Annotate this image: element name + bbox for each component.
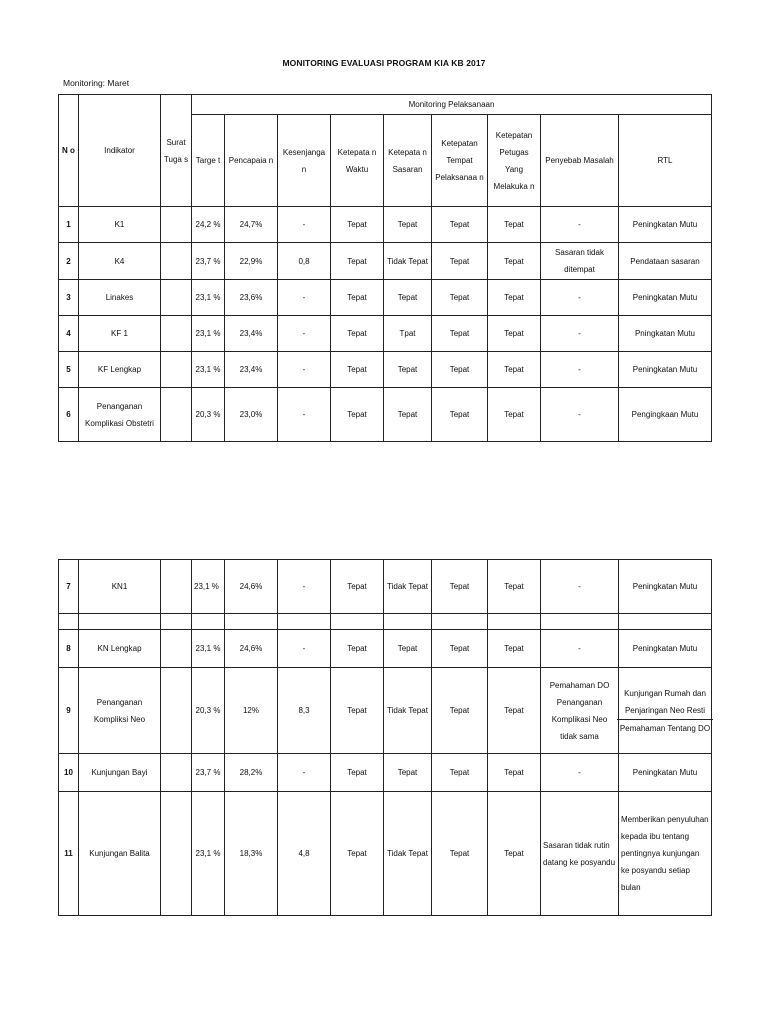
cell-ketepatan-waktu: Tepat	[331, 668, 384, 754]
cell-ketepatan-sasaran: Tepat	[384, 388, 432, 442]
cell-ketepatan-waktu: Tepat	[331, 352, 384, 388]
cell-indikator: Penanganan Kompliksi Neo	[79, 668, 161, 754]
monitoring-period: Monitoring: Maret	[63, 78, 130, 88]
cell-indikator: KN1	[79, 560, 161, 614]
table-row-empty	[59, 614, 712, 630]
cell-penyebab: -	[541, 207, 619, 243]
cell-target: 20,3 %	[192, 388, 225, 442]
cell-surat-tugas	[161, 560, 192, 614]
cell-pencapaian: 23,4%	[225, 352, 278, 388]
header-penyebab-masalah: Penyebab Masalah	[541, 115, 619, 207]
cell-ketepatan-sasaran: Tepat	[384, 280, 432, 316]
cell-pencapaian: 24,6%	[225, 630, 278, 668]
cell-rtl: Peningkatan Mutu	[619, 560, 712, 614]
cell-pencapaian: 22,9%	[225, 243, 278, 280]
cell-no: 7	[59, 560, 79, 614]
cell-target: 23,1 %	[192, 630, 225, 668]
cell-kesenjangan: -	[278, 754, 331, 792]
cell-rtl: Pengingkaan Mutu	[619, 388, 712, 442]
cell-pencapaian: 24,7%	[225, 207, 278, 243]
cell-ketepatan-petugas: Tepat	[488, 388, 541, 442]
header-ketepatan-petugas: Ketepatan Petugas Yang Melakuka n	[488, 115, 541, 207]
cell-target: 23,7 %	[192, 754, 225, 792]
cell-pencapaian: 18,3%	[225, 792, 278, 916]
cell-ketepatan-sasaran: Tepat	[384, 630, 432, 668]
header-kesenjangan: Kesenjanga n	[278, 115, 331, 207]
header-no: N o	[59, 95, 79, 207]
cell-ketepatan-tempat: Tepat	[432, 560, 488, 614]
cell-ketepatan-sasaran: Tepat	[384, 207, 432, 243]
cell-no: 9	[59, 668, 79, 754]
cell-rtl: Memberikan penyuluhan kepada ibu tentang pentingnya kunjungan ke posyandu setiap bulan	[619, 792, 712, 916]
cell-kesenjangan: -	[278, 207, 331, 243]
rtl-item-1: Kunjungan Rumah dan Penjaringan Neo Resti	[624, 688, 706, 715]
header-monitoring-pelaksanaan: Monitoring Pelaksanaan	[192, 95, 712, 115]
header-indikator: Indikator	[79, 95, 161, 207]
table-row	[59, 316, 712, 352]
monitoring-table-1	[58, 94, 712, 442]
header-surat-tugas: Surat Tuga s	[161, 95, 192, 207]
cell-target: 23,7 %	[192, 243, 225, 280]
cell-surat-tugas	[161, 207, 192, 243]
cell-surat-tugas	[161, 280, 192, 316]
cell-rtl: Peningkatan Mutu	[619, 352, 712, 388]
cell-ketepatan-sasaran: Tepat	[384, 754, 432, 792]
cell-surat-tugas	[161, 388, 192, 442]
cell-ketepatan-petugas: Tepat	[488, 754, 541, 792]
cell-ketepatan-tempat: Tepat	[432, 388, 488, 442]
cell-ketepatan-petugas: Tepat	[488, 207, 541, 243]
cell-rtl: Pningkatan Mutu	[619, 316, 712, 352]
table-row	[59, 243, 712, 280]
rtl-item-2: Pemahaman Tentang DO	[617, 719, 713, 737]
cell-indikator: Kunjungan Balita	[79, 792, 161, 916]
cell-kesenjangan: 0,8	[278, 243, 331, 280]
cell-penyebab: -	[541, 316, 619, 352]
cell-penyebab: -	[541, 388, 619, 442]
cell-target: 23,1 %	[192, 280, 225, 316]
cell-penyebab: -	[541, 560, 619, 614]
cell-indikator: Linakes	[79, 280, 161, 316]
cell-ketepatan-waktu: Tepat	[331, 754, 384, 792]
cell-rtl: Peningkatan Mutu	[619, 280, 712, 316]
cell-pencapaian: 23,6%	[225, 280, 278, 316]
cell-kesenjangan: -	[278, 316, 331, 352]
cell-target: 23,1 %	[192, 792, 225, 916]
cell-ketepatan-waktu: Tepat	[331, 792, 384, 916]
cell-kesenjangan: -	[278, 280, 331, 316]
cell-rtl	[619, 668, 712, 754]
cell-ketepatan-sasaran: Tidak Tepat	[384, 792, 432, 916]
cell-no: 6	[59, 388, 79, 442]
cell-surat-tugas	[161, 668, 192, 754]
cell-ketepatan-sasaran: Tidak Tepat	[384, 560, 432, 614]
cell-pencapaian: 28,2%	[225, 754, 278, 792]
cell-no: 4	[59, 316, 79, 352]
cell-pencapaian: 12%	[225, 668, 278, 754]
cell-indikator: KN Lengkap	[79, 630, 161, 668]
cell-ketepatan-tempat: Tepat	[432, 352, 488, 388]
cell-target: 23,1 %	[192, 316, 225, 352]
cell-pencapaian: 23,0%	[225, 388, 278, 442]
cell-kesenjangan: -	[278, 560, 331, 614]
cell-ketepatan-petugas: Tepat	[488, 243, 541, 280]
cell-ketepatan-petugas: Tepat	[488, 280, 541, 316]
cell-indikator: Penanganan Komplikasi Obstetri	[79, 388, 161, 442]
cell-surat-tugas	[161, 316, 192, 352]
cell-ketepatan-sasaran: Tidak Tepat	[384, 243, 432, 280]
cell-ketepatan-waktu: Tepat	[331, 316, 384, 352]
header-rtl: RTL	[619, 115, 712, 207]
cell-surat-tugas	[161, 352, 192, 388]
cell-rtl: Peningkatan Mutu	[619, 630, 712, 668]
cell-ketepatan-petugas: Tepat	[488, 792, 541, 916]
cell-penyebab: -	[541, 280, 619, 316]
cell-no: 3	[59, 280, 79, 316]
cell-no: 8	[59, 630, 79, 668]
cell-ketepatan-tempat: Tepat	[432, 243, 488, 280]
header-pencapaian: Pencapaia n	[225, 115, 278, 207]
header-ketepatan-waktu: Ketepata n Waktu	[331, 115, 384, 207]
cell-kesenjangan: 4,8	[278, 792, 331, 916]
cell-ketepatan-waktu: Tepat	[331, 388, 384, 442]
cell-no: 2	[59, 243, 79, 280]
table-row	[59, 630, 712, 668]
cell-target: 23,1 %	[192, 560, 225, 614]
cell-indikator: KF Lengkap	[79, 352, 161, 388]
table-row	[59, 388, 712, 442]
cell-ketepatan-petugas: Tepat	[488, 316, 541, 352]
cell-ketepatan-tempat: Tepat	[432, 668, 488, 754]
cell-ketepatan-sasaran: Tepat	[384, 352, 432, 388]
table-row	[59, 280, 712, 316]
cell-penyebab: Sasaran tidak ditempat	[541, 243, 619, 280]
cell-indikator: KF 1	[79, 316, 161, 352]
cell-ketepatan-petugas: Tepat	[488, 352, 541, 388]
cell-penyebab: -	[541, 630, 619, 668]
table-row	[59, 207, 712, 243]
table-row	[59, 668, 712, 754]
cell-target: 23,1 %	[192, 352, 225, 388]
cell-ketepatan-waktu: Tepat	[331, 207, 384, 243]
cell-surat-tugas	[161, 754, 192, 792]
cell-ketepatan-sasaran: Tidak Tepat	[384, 668, 432, 754]
cell-no: 10	[59, 754, 79, 792]
cell-kesenjangan: -	[278, 630, 331, 668]
cell-ketepatan-tempat: Tepat	[432, 792, 488, 916]
header-target: Targe t	[192, 115, 225, 207]
cell-kesenjangan: -	[278, 388, 331, 442]
cell-indikator: K1	[79, 207, 161, 243]
cell-ketepatan-tempat: Tepat	[432, 280, 488, 316]
cell-penyebab: Pemahaman DO Penanganan Komplikasi Neo tidak sama	[541, 668, 619, 754]
table-row	[59, 754, 712, 792]
cell-surat-tugas	[161, 792, 192, 916]
cell-no: 1	[59, 207, 79, 243]
cell-rtl: Peningkatan Mutu	[619, 754, 712, 792]
cell-ketepatan-tempat: Tepat	[432, 754, 488, 792]
cell-surat-tugas	[161, 630, 192, 668]
cell-rtl: Peningkatan Mutu	[619, 207, 712, 243]
cell-ketepatan-petugas: Tepat	[488, 668, 541, 754]
cell-no: 5	[59, 352, 79, 388]
table-row	[59, 792, 712, 916]
cell-ketepatan-waktu: Tepat	[331, 630, 384, 668]
cell-ketepatan-tempat: Tepat	[432, 630, 488, 668]
cell-target: 20,3 %	[192, 668, 225, 754]
cell-ketepatan-petugas: Tepat	[488, 630, 541, 668]
cell-penyebab: -	[541, 352, 619, 388]
cell-surat-tugas	[161, 243, 192, 280]
cell-ketepatan-sasaran: Tpat	[384, 316, 432, 352]
cell-ketepatan-tempat: Tepat	[432, 207, 488, 243]
cell-penyebab: Sasaran tidak rutin datang ke posyandu	[541, 792, 619, 916]
header-ketepatan-tempat: Ketepatan Tempat Pelaksanaa n	[432, 115, 488, 207]
cell-target: 24,2 %	[192, 207, 225, 243]
cell-ketepatan-tempat: Tepat	[432, 316, 488, 352]
cell-pencapaian: 24,6%	[225, 560, 278, 614]
document-title: MONITORING EVALUASI PROGRAM KIA KB 2017	[282, 58, 486, 68]
cell-kesenjangan: 8,3	[278, 668, 331, 754]
cell-no: 11	[59, 792, 79, 916]
table-row	[59, 560, 712, 614]
table-row	[59, 352, 712, 388]
cell-rtl: Pendataan sasaran	[619, 243, 712, 280]
cell-kesenjangan: -	[278, 352, 331, 388]
cell-ketepatan-waktu: Tepat	[331, 280, 384, 316]
cell-ketepatan-petugas: Tepat	[488, 560, 541, 614]
cell-penyebab: -	[541, 754, 619, 792]
cell-pencapaian: 23,4%	[225, 316, 278, 352]
cell-ketepatan-waktu: Tepat	[331, 560, 384, 614]
cell-ketepatan-waktu: Tepat	[331, 243, 384, 280]
header-ketepatan-sasaran: Ketepata n Sasaran	[384, 115, 432, 207]
cell-indikator: Kunjungan Bayi	[79, 754, 161, 792]
cell-indikator: K4	[79, 243, 161, 280]
monitoring-table-2	[58, 559, 712, 916]
